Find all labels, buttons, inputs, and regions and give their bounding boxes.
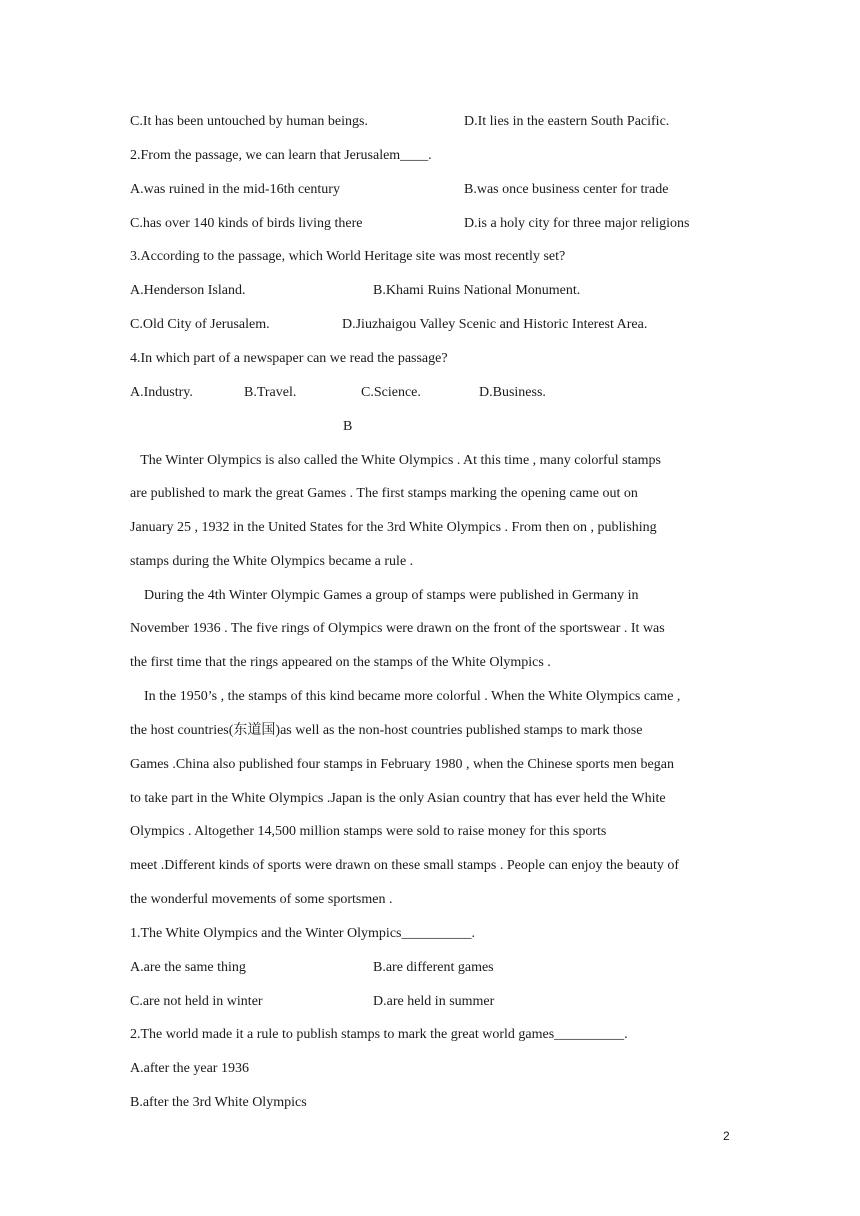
- passage-line: The Winter Olympics is also called the White Olympics . At this time , many colorful stamps: [130, 453, 661, 468]
- b-q1-option-a: A.are the same thing: [130, 960, 246, 975]
- q4-option-b: B.Travel.: [244, 385, 297, 400]
- q2-option-b: B.was once business center for trade: [464, 182, 669, 197]
- question-2-stem-b: 2.The world made it a rule to publish stamps to mark the great world games__________.: [130, 1027, 628, 1042]
- q2-option-c: C.has over 140 kinds of birds living there: [130, 216, 363, 231]
- q3-option-a: A.Henderson Island.: [130, 283, 246, 298]
- q3-option-d: D.Jiuzhaigou Valley Scenic and Historic Interest Area.: [342, 317, 648, 332]
- passage-line: Olympics . Altogether 14,500 million stamps were sold to raise money for this sports: [130, 824, 607, 839]
- q3-option-c: C.Old City of Jerusalem.: [130, 317, 270, 332]
- b-q1-option-b: B.are different games: [373, 960, 494, 975]
- section-heading: B: [343, 419, 353, 434]
- passage-line: In the 1950’s , the stamps of this kind became more colorful . When the White Olympics came ,: [130, 689, 681, 704]
- q4-option-d: D.Business.: [479, 385, 546, 400]
- question-2-stem: 2.From the passage, we can learn that Jerusalem____.: [130, 148, 432, 163]
- question-3-stem: 3.According to the passage, which World Heritage site was most recently set?: [130, 249, 566, 264]
- passage-line: the first time that the rings appeared on the stamps of the White Olympics .: [130, 655, 551, 670]
- b-q1-option-c: C.are not held in winter: [130, 994, 263, 1009]
- q2-option-a: A.was ruined in the mid-16th century: [130, 182, 340, 197]
- question-4-stem: 4.In which part of a newspaper can we read the passage?: [130, 351, 448, 366]
- passage-line: January 25 , 1932 in the United States for the 3rd White Olympics . From then on , publishing: [130, 520, 657, 535]
- passage-line: meet .Different kinds of sports were drawn on these small stamps . People can enjoy the beauty of: [130, 858, 680, 873]
- q1-option-d: D.It lies in the eastern South Pacific.: [464, 114, 670, 129]
- b-q1-option-d: D.are held in summer: [373, 994, 495, 1009]
- b-q2-option-a: A.after the year 1936: [130, 1061, 249, 1076]
- q3-option-b: B.Khami Ruins National Monument.: [373, 283, 581, 298]
- passage-line: the host countries(东道国)as well as the non-host countries published stamps to mark those: [130, 723, 643, 738]
- passage-line: During the 4th Winter Olympic Games a group of stamps were published in Germany in: [130, 588, 639, 603]
- passage-line: stamps during the White Olympics became a rule .: [130, 554, 414, 569]
- q4-option-c: C.Science.: [361, 385, 421, 400]
- q1-option-c: C.It has been untouched by human beings.: [130, 114, 368, 129]
- passage-line: the wonderful movements of some sportsmen .: [130, 892, 393, 907]
- page-number: 2: [723, 1129, 730, 1143]
- passage-line: November 1936 . The five rings of Olympics were drawn on the front of the sportswear . It was: [130, 621, 665, 636]
- b-q2-option-b: B.after the 3rd White Olympics: [130, 1095, 307, 1110]
- q2-option-d: D.is a holy city for three major religions: [464, 216, 690, 231]
- question-1-stem: 1.The White Olympics and the Winter Olympics__________.: [130, 926, 475, 941]
- passage-line: to take part in the White Olympics .Japan is the only Asian country that has ever held the White: [130, 791, 666, 806]
- passage-line: Games .China also published four stamps in February 1980 , when the Chinese sports men began: [130, 757, 674, 772]
- q4-option-a: A.Industry.: [130, 385, 193, 400]
- passage-line: are published to mark the great Games . The first stamps marking the opening came out on: [130, 486, 638, 501]
